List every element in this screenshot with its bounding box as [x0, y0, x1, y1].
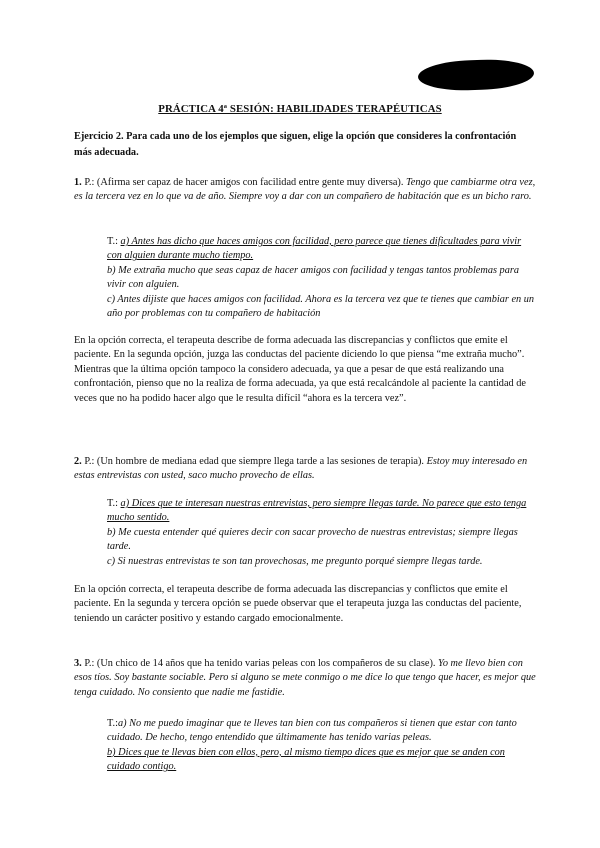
option-a-text: a) Antes has dicho que haces amigos con facilidad, pero parece que tienes dificultades para vivir con alguien durante mucho tiempo.	[107, 236, 522, 262]
exercise-1-explanation: En la opción correcta, el terapeuta describe de forma adecuada las discrepancias y conflictos que emite el paciente. En la segunda opción, juzga las conductas del paciente diciendo lo que piensa “me extraña mucho”. Mientras que la última opción tampoco la considero adecuada, ya que a pesar de que está realizando una confrontación, pienso que no la realiza de forma adecuada, ya que está recalcándole al paciente la cantidad de veces que no ha podido hacer algo que le resulta difícil “ahora es la tercera vez”.	[74, 335, 526, 404]
option-c: c) Antes dijiste que haces amigos con facilidad. Ahora es la tercera vez que te tienes que cambiar en un año por problemas con tu compañero de habitación	[107, 293, 535, 320]
therapist-label: T.:	[107, 498, 118, 509]
exercise-3-prompt	[74, 657, 536, 700]
option-a	[107, 717, 537, 746]
patient-quote: Tengo que cambiarme otra vez, es la tercera vez en lo que va de año. Siempre voy a dar con un compañero de habitación que es un bicho raro.	[74, 177, 536, 203]
option-a-text: a) Dices que te interesan nuestras entrevistas, pero siempre llegas tarde. No parece que esto tenga mucho sentido.	[107, 498, 527, 524]
patient-label: P.:	[84, 177, 95, 188]
exercise-1-options	[107, 235, 537, 321]
exercise-2-explanation: En la opción correcta, el terapeuta describe de forma adecuada las discrepancias y conflictos que emite el paciente. En la segunda y tercera opción se puede observar que el terapeuta juzga las conductas del paciente, teniendo un carácter positivo y estando cargado emocionalmente.	[74, 584, 522, 624]
option-b: b) Me cuesta entender qué quieres decir con sacar provecho de nuestras entrevistas; siempre llegas tarde.	[107, 526, 518, 553]
exercise-3-options	[107, 717, 537, 775]
option-b: b) Me extraña mucho que seas capaz de hacer amigos con facilidad y tengas tantos problemas para vivir con alguien.	[107, 264, 520, 291]
exercise-number: 1.	[74, 177, 82, 188]
page-title: PRÁCTICA 4ª SESIÓN: HABILIDADES TERAPÉUTICAS	[158, 103, 442, 115]
exercise-1-prompt	[74, 176, 536, 205]
exercise-context: (Un chico de 14 años que ha tenido varias peleas con los compañeros de su clase).	[96, 658, 436, 669]
redaction-blot	[418, 58, 535, 92]
patient-label: P.:	[84, 456, 95, 467]
exercise-number: 3.	[74, 658, 82, 669]
exercise-context: (Un hombre de mediana edad que siempre llega tarde a las sesiones de terapia).	[96, 456, 424, 467]
option-c: c) Si nuestras entrevistas te son tan provechosas, me pregunto porqué siempre llegas tarde.	[107, 555, 483, 567]
option-b: b) Dices que te llevas bien con ellos, pero, al mismo tiempo dices que es mejor que se anden con cuidado contigo.	[107, 746, 505, 773]
patient-quote: Estoy muy interesado en estas entrevistas con usted, saco mucho provecho de ellas.	[74, 456, 528, 482]
patient-quote: Yo me llevo bien con esos tíos. Soy bastante sociable. Pero si alguno se mete conmigo o me dice lo que tengo que hacer, es mejor que tenga cuidado. No consiento que nadie me fastidie.	[74, 658, 536, 698]
therapist-label: T.:	[107, 718, 118, 729]
exercise-2-prompt	[74, 455, 536, 484]
option-a	[107, 235, 537, 264]
therapist-label: T.:	[107, 236, 118, 247]
exercise-number: 2.	[74, 456, 82, 467]
patient-label: P.:	[84, 658, 95, 669]
exercise-2-options	[107, 497, 537, 569]
exercise-context: (Afirma ser capaz de hacer amigos con facilidad entre gente muy diversa).	[96, 177, 404, 188]
exercise-instruction: Ejercicio 2. Para cada uno de los ejemplos que siguen, elige la opción que consideres la confrontación más adecuada.	[74, 131, 517, 158]
option-a-text: a) No me puedo imaginar que te lleves tan bien con tus compañeros si tienen que estar con tanto cuidado. De hecho, tengo entendido que últimamente has tenido varias peleas.	[107, 718, 517, 744]
option-a	[107, 497, 537, 526]
